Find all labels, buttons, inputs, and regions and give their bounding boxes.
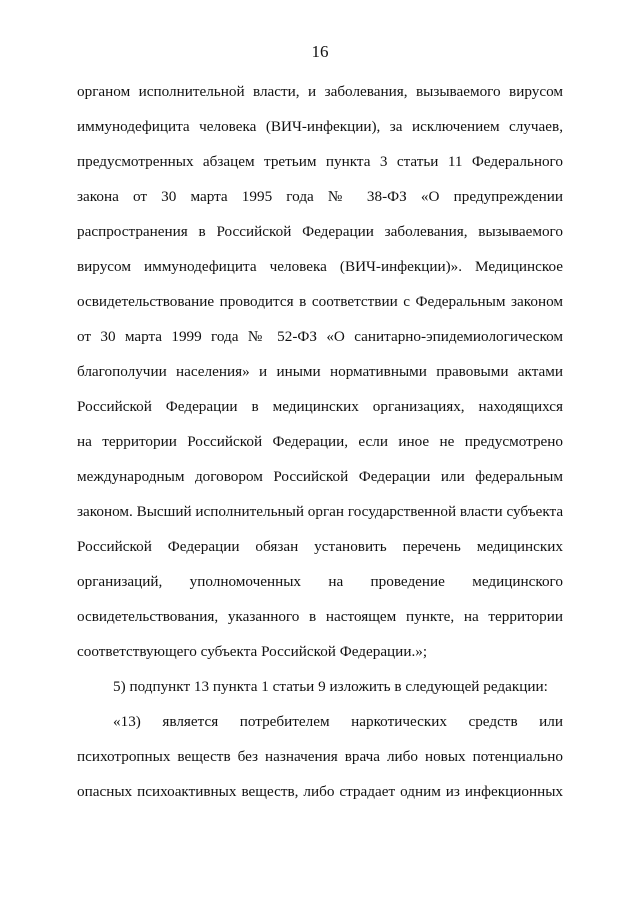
text-line: международным договором Российской Федерации или федеральным (77, 468, 563, 485)
text-line: на территории Российской Федерации, если иное не предусмотрено (77, 433, 563, 450)
text-line: освидетельствования, указанного в настоящем пункте, на территории (77, 608, 563, 625)
text-line: 5) подпункт 13 пункта 1 статьи 9 изложить в следующей редакции: (113, 678, 548, 695)
text-line: «13) является потребителем наркотических средств или (113, 713, 563, 730)
text-line: законом. Высший исполнительный орган государственной власти субъекта (77, 503, 564, 520)
text-line: иммунодефицита человека (ВИЧ-инфекции), за исключением случаев, (77, 118, 563, 135)
text-line: Российской Федерации в медицинских организациях, находящихся (77, 398, 563, 415)
text-line: организаций, уполномоченных на проведение медицинского (77, 573, 563, 590)
text-line: от 30 марта 1999 года № 52-ФЗ «О санитарно-эпидемиологическом (77, 328, 563, 345)
text-line: закона от 30 марта 1995 года № 38-ФЗ «О предупреждении (77, 188, 563, 205)
text-line: предусмотренных абзацем третьим пункта 3 статьи 11 Федерального (77, 153, 563, 170)
text-line: вирусом иммунодефицита человека (ВИЧ-инфекции)». Медицинское (77, 258, 563, 275)
text-line: благополучии населения» и иными нормативными правовыми актами (77, 363, 563, 380)
text-line: Российской Федерации обязан установить перечень медицинских (77, 538, 563, 555)
page-number: 16 (311, 42, 329, 61)
text-line: освидетельствование проводится в соответствии с Федеральным законом (77, 293, 563, 310)
text-line: психотропных веществ без назначения врача либо новых потенциально (77, 748, 563, 765)
text-line: соответствующего субъекта Российской Федерации.»; (77, 643, 428, 660)
text-line: опасных психоактивных веществ, либо страдает одним из инфекционных (77, 783, 563, 800)
text-line: органом исполнительной власти, и заболевания, вызываемого вирусом (77, 83, 563, 100)
text-line: распространения в Российской Федерации заболевания, вызываемого (77, 223, 563, 240)
